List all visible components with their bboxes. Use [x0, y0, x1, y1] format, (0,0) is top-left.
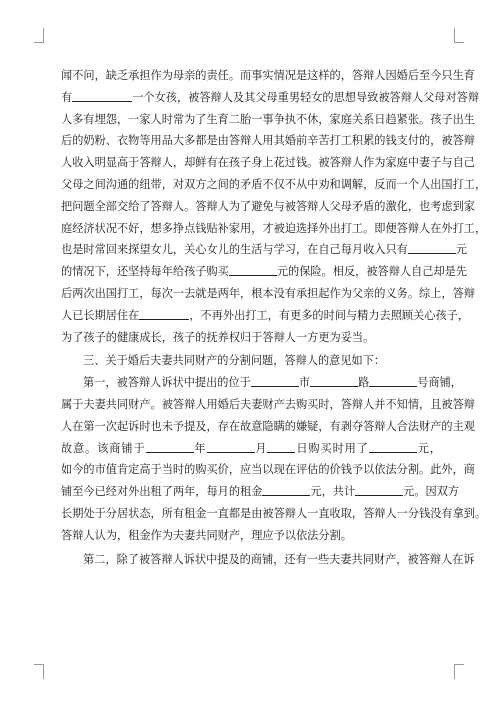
text-line [61, 327, 441, 349]
fill-in-blank [310, 373, 358, 387]
text-line [61, 481, 460, 503]
text-segment: 答辩人认为，租金作为夫妻共同财产，理应予以依法分割。 [61, 528, 352, 542]
text-line [61, 305, 470, 327]
text-segment: 有 [61, 90, 73, 104]
text-line [61, 283, 475, 305]
text-segment: 一个女孩，被答辩人及其父母重男轻女的思想导致被答辩人父母对答辩 [132, 90, 480, 104]
text-segment: 也是时常回来探望女儿，关心女儿的生活与学习，在自己每月收入只有 [61, 243, 408, 257]
text-segment: 月 [254, 441, 268, 455]
crop-mark-top-left [34, 28, 44, 43]
text-segment: 把问题全部交给了答辩人。答辩人为了避免与被答辩人父母矛盾的激化，也考虑到家 [61, 199, 475, 213]
text-line [61, 196, 475, 218]
fill-in-blank [139, 306, 189, 320]
text-line [61, 218, 487, 240]
text-segment: 人已长期居住在 [61, 308, 140, 322]
text-line [61, 239, 468, 261]
fill-in-blank [369, 373, 417, 387]
fill-in-blank [369, 439, 417, 453]
text-segment: 的情况下，还坚持每年给孩子购买 [61, 265, 229, 279]
text-line [61, 459, 475, 481]
text-segment: 日购买时用了 [295, 441, 369, 455]
fill-in-blank [229, 262, 277, 276]
text-line [61, 350, 441, 372]
text-segment: 人在第一次起诉时也未予提及，存在故意隐瞒的嫌疑，有剥夺答辩人合法财产的主观 [61, 419, 475, 433]
text-segment: 属于夫妻共同财产。被答辩人用婚后夫妻财产去购买时，答辩人并不知情，且被答辩 [61, 397, 475, 411]
text-line [61, 549, 475, 571]
text-segment: 路 [358, 376, 370, 390]
text-line [61, 174, 487, 196]
text-segment: 人多有埋怨，一家人时常为了生育二胎一事争执不休，家庭关系日趋紧张。孩子出生 [61, 112, 475, 126]
fill-in-blank [72, 88, 132, 102]
text-segment: 元，共计 [310, 485, 356, 499]
text-segment: ，不再外出打工，有更多的时间与精力去照顾关心孩子， [189, 308, 470, 322]
text-segment: 庭经济状况不好，想多挣点钱贴补家用，才被迫选择外出打工。即便答辩人在外打工， [61, 221, 487, 235]
text-segment: 后两次出国打工，每次一去就是两年，根本没有承担起作为父亲的义务。综上，答辩 [61, 286, 475, 300]
fill-in-blank [207, 439, 255, 453]
text-line [61, 261, 468, 283]
text-segment: 铺至今已经对外出租了两年，每月的租金 [61, 485, 263, 499]
crop-mark-top-right [454, 28, 464, 43]
text-segment: 号商铺， [417, 376, 462, 390]
text-line [61, 109, 475, 131]
text-line [61, 65, 475, 87]
crop-mark-bottom-left [34, 664, 44, 679]
text-segment: 元， [416, 441, 441, 455]
crop-mark-bottom-right [454, 664, 464, 679]
fill-in-blank [355, 482, 403, 496]
text-line [61, 372, 462, 394]
text-line [61, 525, 441, 547]
text-segment: 人收入明显高于答辩人，却鲜有在孩子身上花过钱。被答辩人作为家庭中妻子与自己 [61, 156, 475, 170]
text-segment: 闻不问，缺乏承担作为母亲的责任。而事实情况是这样的，答辩人因婚后至今只生育 [61, 69, 475, 82]
document-body [61, 65, 487, 570]
text-line [61, 130, 475, 152]
text-line [61, 87, 480, 109]
text-line [61, 152, 475, 174]
text-line [61, 394, 475, 416]
fill-in-blank [408, 240, 456, 254]
text-segment: 长期处于分居状态，所有租金一直都是由被答辩人一直收取，答辩人一分钱没有拿到。 [61, 506, 487, 520]
text-segment: 第一，被答辩人诉状中提出的位于 [83, 376, 251, 390]
fill-in-blank [251, 373, 299, 387]
fill-in-blank [262, 482, 310, 496]
text-segment: 如今的市值肯定高于当时的购买价，应当以现在评估的价钱予以依法分割。此外，商 [61, 463, 475, 477]
text-line [61, 438, 441, 460]
text-line [61, 503, 487, 525]
fill-in-blank [267, 439, 295, 453]
text-segment: 第二，除了被答辩人诉状中提及的商铺，还有一些夫妻共同财产，被答辩人在诉 [83, 552, 475, 566]
text-segment: 父母之间沟通的纽带，对双方之间的矛盾不仅不从中劝和调解，反而一个人出国打工， [61, 177, 487, 191]
text-segment: 为了孩子的健康成长，孩子的抚养权归于答辩人一方更为妥当。 [61, 330, 375, 344]
text-segment: 元 [455, 243, 468, 257]
text-line [61, 416, 475, 438]
text-segment: 年 [193, 441, 207, 455]
text-segment: 三、关于婚后夫妻共同财产的分割问题，答辩人的意见如下： [83, 354, 386, 368]
fill-in-blank [146, 439, 194, 453]
text-segment: 故意。该商铺于 [61, 441, 146, 455]
text-segment: 元。因双方 [403, 485, 460, 499]
text-segment: 后的奶粉、衣物等用品大多都是由答辩人用其婚前辛苦打工积累的钱支付的，被答辩 [61, 134, 475, 148]
text-segment: 市 [298, 376, 311, 390]
text-segment: 元的保险。相反，被答辩人自己却是先 [276, 265, 468, 279]
